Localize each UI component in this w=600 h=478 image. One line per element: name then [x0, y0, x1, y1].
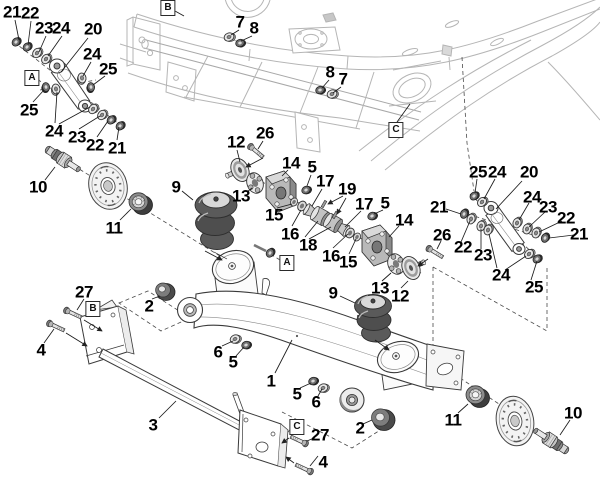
callout-27: 27	[311, 425, 329, 445]
callout-15: 15	[339, 252, 357, 272]
callout-21: 21	[430, 197, 448, 217]
callout-20: 20	[84, 19, 102, 39]
callout-25: 25	[525, 277, 543, 297]
callout-12: 12	[391, 286, 409, 306]
callout-8: 8	[325, 62, 335, 82]
ref-box-b-arm: B	[85, 301, 100, 317]
callout-16: 16	[281, 224, 299, 244]
ref-box-c-arm: C	[289, 419, 304, 435]
callout-19: 19	[338, 179, 356, 199]
callout-13: 13	[232, 186, 250, 206]
callout-25: 25	[99, 59, 117, 79]
beam-stud-nut	[265, 246, 277, 259]
callout-26: 26	[256, 123, 274, 143]
callout-5: 5	[380, 193, 390, 213]
callout-10: 10	[29, 177, 47, 197]
callout-11: 11	[105, 218, 123, 238]
callout-11: 11	[444, 410, 462, 430]
callout-14: 14	[282, 153, 300, 173]
callout-27: 27	[75, 282, 93, 302]
axle-stub-left	[43, 143, 84, 176]
callout-6: 6	[311, 392, 321, 412]
callout-7: 7	[338, 69, 348, 89]
bushing-right	[372, 409, 396, 431]
callout-23: 23	[68, 127, 86, 147]
callout-2: 2	[355, 418, 365, 438]
callout-5: 5	[228, 352, 238, 372]
ref-box-b-frame: B	[160, 0, 175, 16]
callout-10: 10	[564, 403, 582, 423]
callout-14: 14	[395, 210, 413, 230]
callout-1: 1	[266, 371, 276, 391]
callout-22: 22	[21, 3, 39, 23]
callout-22: 22	[86, 135, 104, 155]
callout-26: 26	[433, 225, 451, 245]
callout-13: 13	[371, 278, 389, 298]
callout-23: 23	[474, 245, 492, 265]
callout-6: 6	[213, 342, 223, 362]
callout-22: 22	[454, 237, 472, 257]
callout-7: 7	[235, 12, 245, 32]
wheel-bearing-right	[466, 386, 490, 408]
brake-drum-right	[492, 393, 537, 449]
callout-21: 21	[108, 138, 126, 158]
callout-17: 17	[355, 194, 373, 214]
air-spring-left	[195, 192, 237, 250]
callout-3: 3	[148, 415, 158, 435]
callout-16: 16	[322, 246, 340, 266]
callout-25: 25	[20, 100, 38, 120]
callout-21: 21	[3, 2, 21, 22]
callout-24: 24	[83, 44, 101, 64]
callout-24: 24	[52, 18, 70, 38]
callout-2: 2	[144, 296, 154, 316]
callout-17: 17	[316, 171, 334, 191]
callout-5: 5	[292, 384, 302, 404]
callout-22: 22	[557, 208, 575, 228]
ref-box-a-shock: A	[24, 70, 39, 86]
callout-20: 20	[520, 162, 538, 182]
callout-24: 24	[488, 162, 506, 182]
ref-box-c-frame: C	[388, 122, 403, 138]
callout-9: 9	[171, 177, 181, 197]
callout-8: 8	[249, 18, 259, 38]
callout-24: 24	[492, 265, 510, 285]
callout-18: 18	[299, 235, 317, 255]
callout-23: 23	[35, 18, 53, 38]
callout-24: 24	[45, 121, 63, 141]
callout-25: 25	[469, 162, 487, 182]
callout-23: 23	[539, 197, 557, 217]
callout-9: 9	[328, 283, 338, 303]
callout-21: 21	[570, 224, 588, 244]
callout-24: 24	[523, 187, 541, 207]
axle-stub-right	[531, 424, 572, 457]
brake-drum-left	[84, 159, 132, 214]
ref-box-a-beam: A	[279, 255, 294, 271]
callout-15: 15	[265, 205, 283, 225]
callout-5: 5	[307, 157, 317, 177]
wheel-bearing-left	[129, 193, 153, 215]
callout-4: 4	[318, 452, 328, 472]
callout-4: 4	[36, 340, 46, 360]
callout-12: 12	[227, 132, 245, 152]
